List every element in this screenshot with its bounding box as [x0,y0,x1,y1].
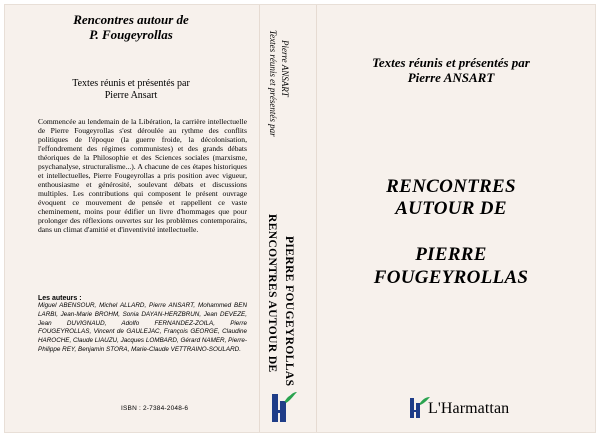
back-editor-line-2: Pierre Ansart [104,90,158,101]
authors-list: Miguel ABENSOUR, Michel ALLARD, Pierre ANSART, Mohammed BEN LARBI, Jean-Marie BROHM, Sonia DAYAN-HERZBRUN, Jean DEVEZE, Jean DUVIGNAUD, Adolfo FERNANDEZ-ZOILA, Pierre FOUGEYROLLAS, Vincent de GAULEJAC, François GEORGE, Claudine HAROCHE, Claude LIAUZU, Jacques LOMBARD, Gérard NAMER, Pierre-Philippe REY, Benjamin STORA, Marie-Claude VETTRAINO-SOULARD. [38,302,247,353]
back-title-line-2: P. Fougeyrollas [89,27,173,42]
back-title-line-1: Rencontres autour de [73,12,189,27]
authors-label: Les auteurs : [38,295,82,302]
spine-editor-line-2: Pierre ANSART [280,40,290,97]
spine-title-line-2: PIERRE FOUGEYROLLAS [283,236,295,387]
back-editor-line-1: Textes réunis et présentés par [72,78,190,89]
front-editor-line-2: Pierre ANSART [407,70,495,85]
front-title-line-1: RENCONTRES [386,176,516,197]
spine-editor-line-1: Textes réunis et présentés par [268,30,278,137]
publisher-name: L'Harmattan [428,400,510,417]
front-title-line-2: AUTOUR DE [395,198,507,219]
back-description: Commencée au lendemain de la Libération, la carrière intellectuelle de Pierre Fougeyrollas s'est déroulée au rythme des conflits politiques de l'époque (la guerre froide, la décolonisation, l'effondrement des régimes communistes) et des grands débats théoriques de la Philosophie et des Sciences sociales (marxisme, psychanalyse, structuralisme...). A chacune de ces étapes historiques et intellectuelles, Pierre Fougeyrollas a pris position avec vigueur, enthousiasme et générosité, soulevant débats et discussions multiples. Les contributions qui composent le présent ouvrage évoquent ce mouvement de pensée et rappellent ce vaste cheminement, moins pour édifier un livre d'hommages que pour prolonger des réflexions ouvertes sur les problèmes contemporains, dans un climat d'amitié et d'inventivité intellectuelle. [38,117,247,234]
harmattan-logo-icon [263,385,301,427]
front-title-line-3: PIERRE [415,244,487,265]
front-title-line-4: FOUGEYROLLAS [373,267,529,288]
front-editor-line-1: Textes réunis et présentés par [372,55,530,70]
isbn-number: ISBN : 2-7384-2048-6 [121,405,189,412]
publisher-logo [404,392,524,422]
spine-title-line-1: RENCONTRES AUTOUR DE [266,214,278,373]
